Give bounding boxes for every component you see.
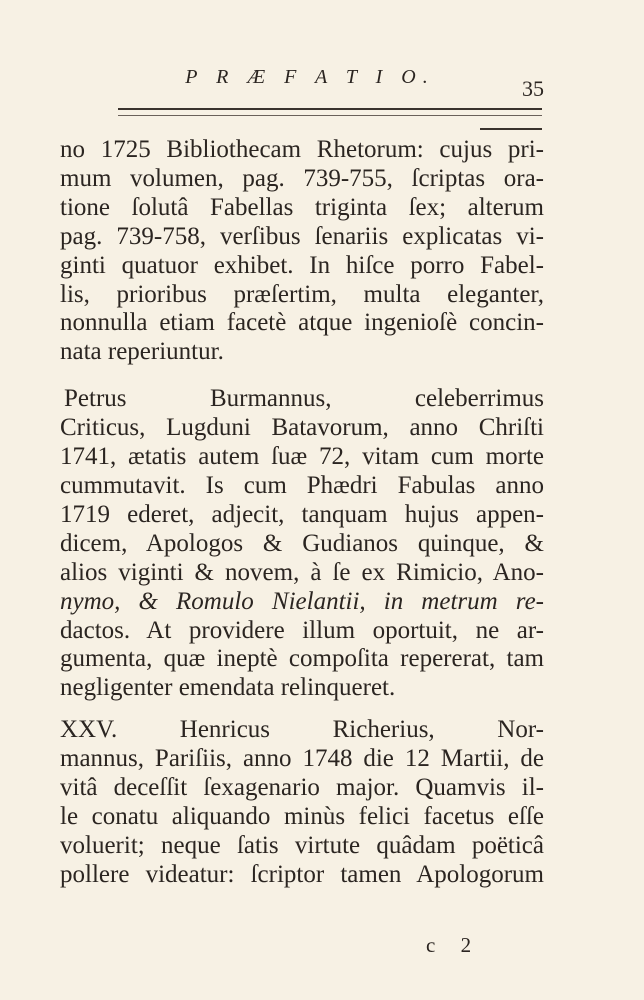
text-line: lis, prioribus præſertim, multa eleganter, — [60, 280, 544, 308]
text-line: negligenter emendata relinqueret. — [60, 674, 396, 702]
header-rule-top — [118, 108, 542, 110]
text-line: vitâ deceſſit ſexagenario major. Quamvis il- — [60, 774, 544, 802]
text-line: nymo, & Romulo Nielantii, in metrum re- — [60, 587, 544, 615]
header-rule-middle — [118, 115, 542, 116]
text-line: no 1725 Bibliothecam Rhetorum: cujus pri- — [60, 136, 544, 163]
text-line: 1741, ætatis autem ſuæ 72, vitam cum morte — [60, 443, 544, 471]
body-text — [60, 136, 544, 890]
text-line: cummutavit. Is cum Phædri Fabulas anno — [60, 471, 544, 499]
text-line: dactos. At providere illum oportuit, ne ar- — [60, 616, 544, 644]
text-line: gumenta, quæ ineptè compoſita repererat, tam — [60, 645, 544, 673]
text-line: nonnulla etiam facetè atque ingenioſè concin- — [60, 309, 544, 337]
text-line: tione ſolutâ Fabellas triginta ſex; alterum — [60, 193, 544, 221]
text-line: pollere videatur: ſcriptor tamen Apologorum — [60, 860, 544, 888]
text-line: voluerit; neque ſatis virtute quâdam poëticâ — [60, 831, 544, 859]
page-number: 35 — [522, 76, 544, 101]
paragraph-3 — [60, 716, 544, 889]
text-line: nata reperiuntur. — [60, 338, 224, 366]
paragraph-1 — [60, 136, 544, 367]
text-line: pag. 739-758, verſibus ſenariis explicatas vi- — [60, 222, 544, 250]
header-rule-short — [480, 128, 542, 130]
text-line: dicem, Apologos & Gudianos quinque, & — [60, 529, 544, 557]
text-line: alios viginti & novem, à ſe ex Rimicio, Ano- — [60, 558, 544, 586]
paragraph-2 — [60, 385, 544, 703]
text-line: le conatu aliquando minùs felici facetus eſſe — [60, 802, 544, 830]
text-line: XXV. Henricus Richerius, Nor- — [60, 716, 544, 744]
running-head-title: P R Æ F A T I O. — [185, 66, 435, 88]
text-line: Criticus, Lugduni Batavorum, anno Chriſti — [60, 414, 544, 442]
text-line: mum volumen, pag. 739-755, ſcriptas ora- — [60, 164, 544, 192]
signature-mark: c 2 — [426, 933, 482, 957]
text-line: Petrus Burmannus, celeberrimus — [64, 385, 544, 413]
text-line: mannus, Pariſiis, anno 1748 die 12 Martii, de — [60, 745, 544, 773]
running-head — [0, 64, 644, 101]
text-line: 1719 ederet, adjecit, tanquam hujus appen- — [60, 500, 544, 528]
text-line: ginti quatuor exhibet. In hiſce porro Fabel- — [60, 251, 544, 279]
